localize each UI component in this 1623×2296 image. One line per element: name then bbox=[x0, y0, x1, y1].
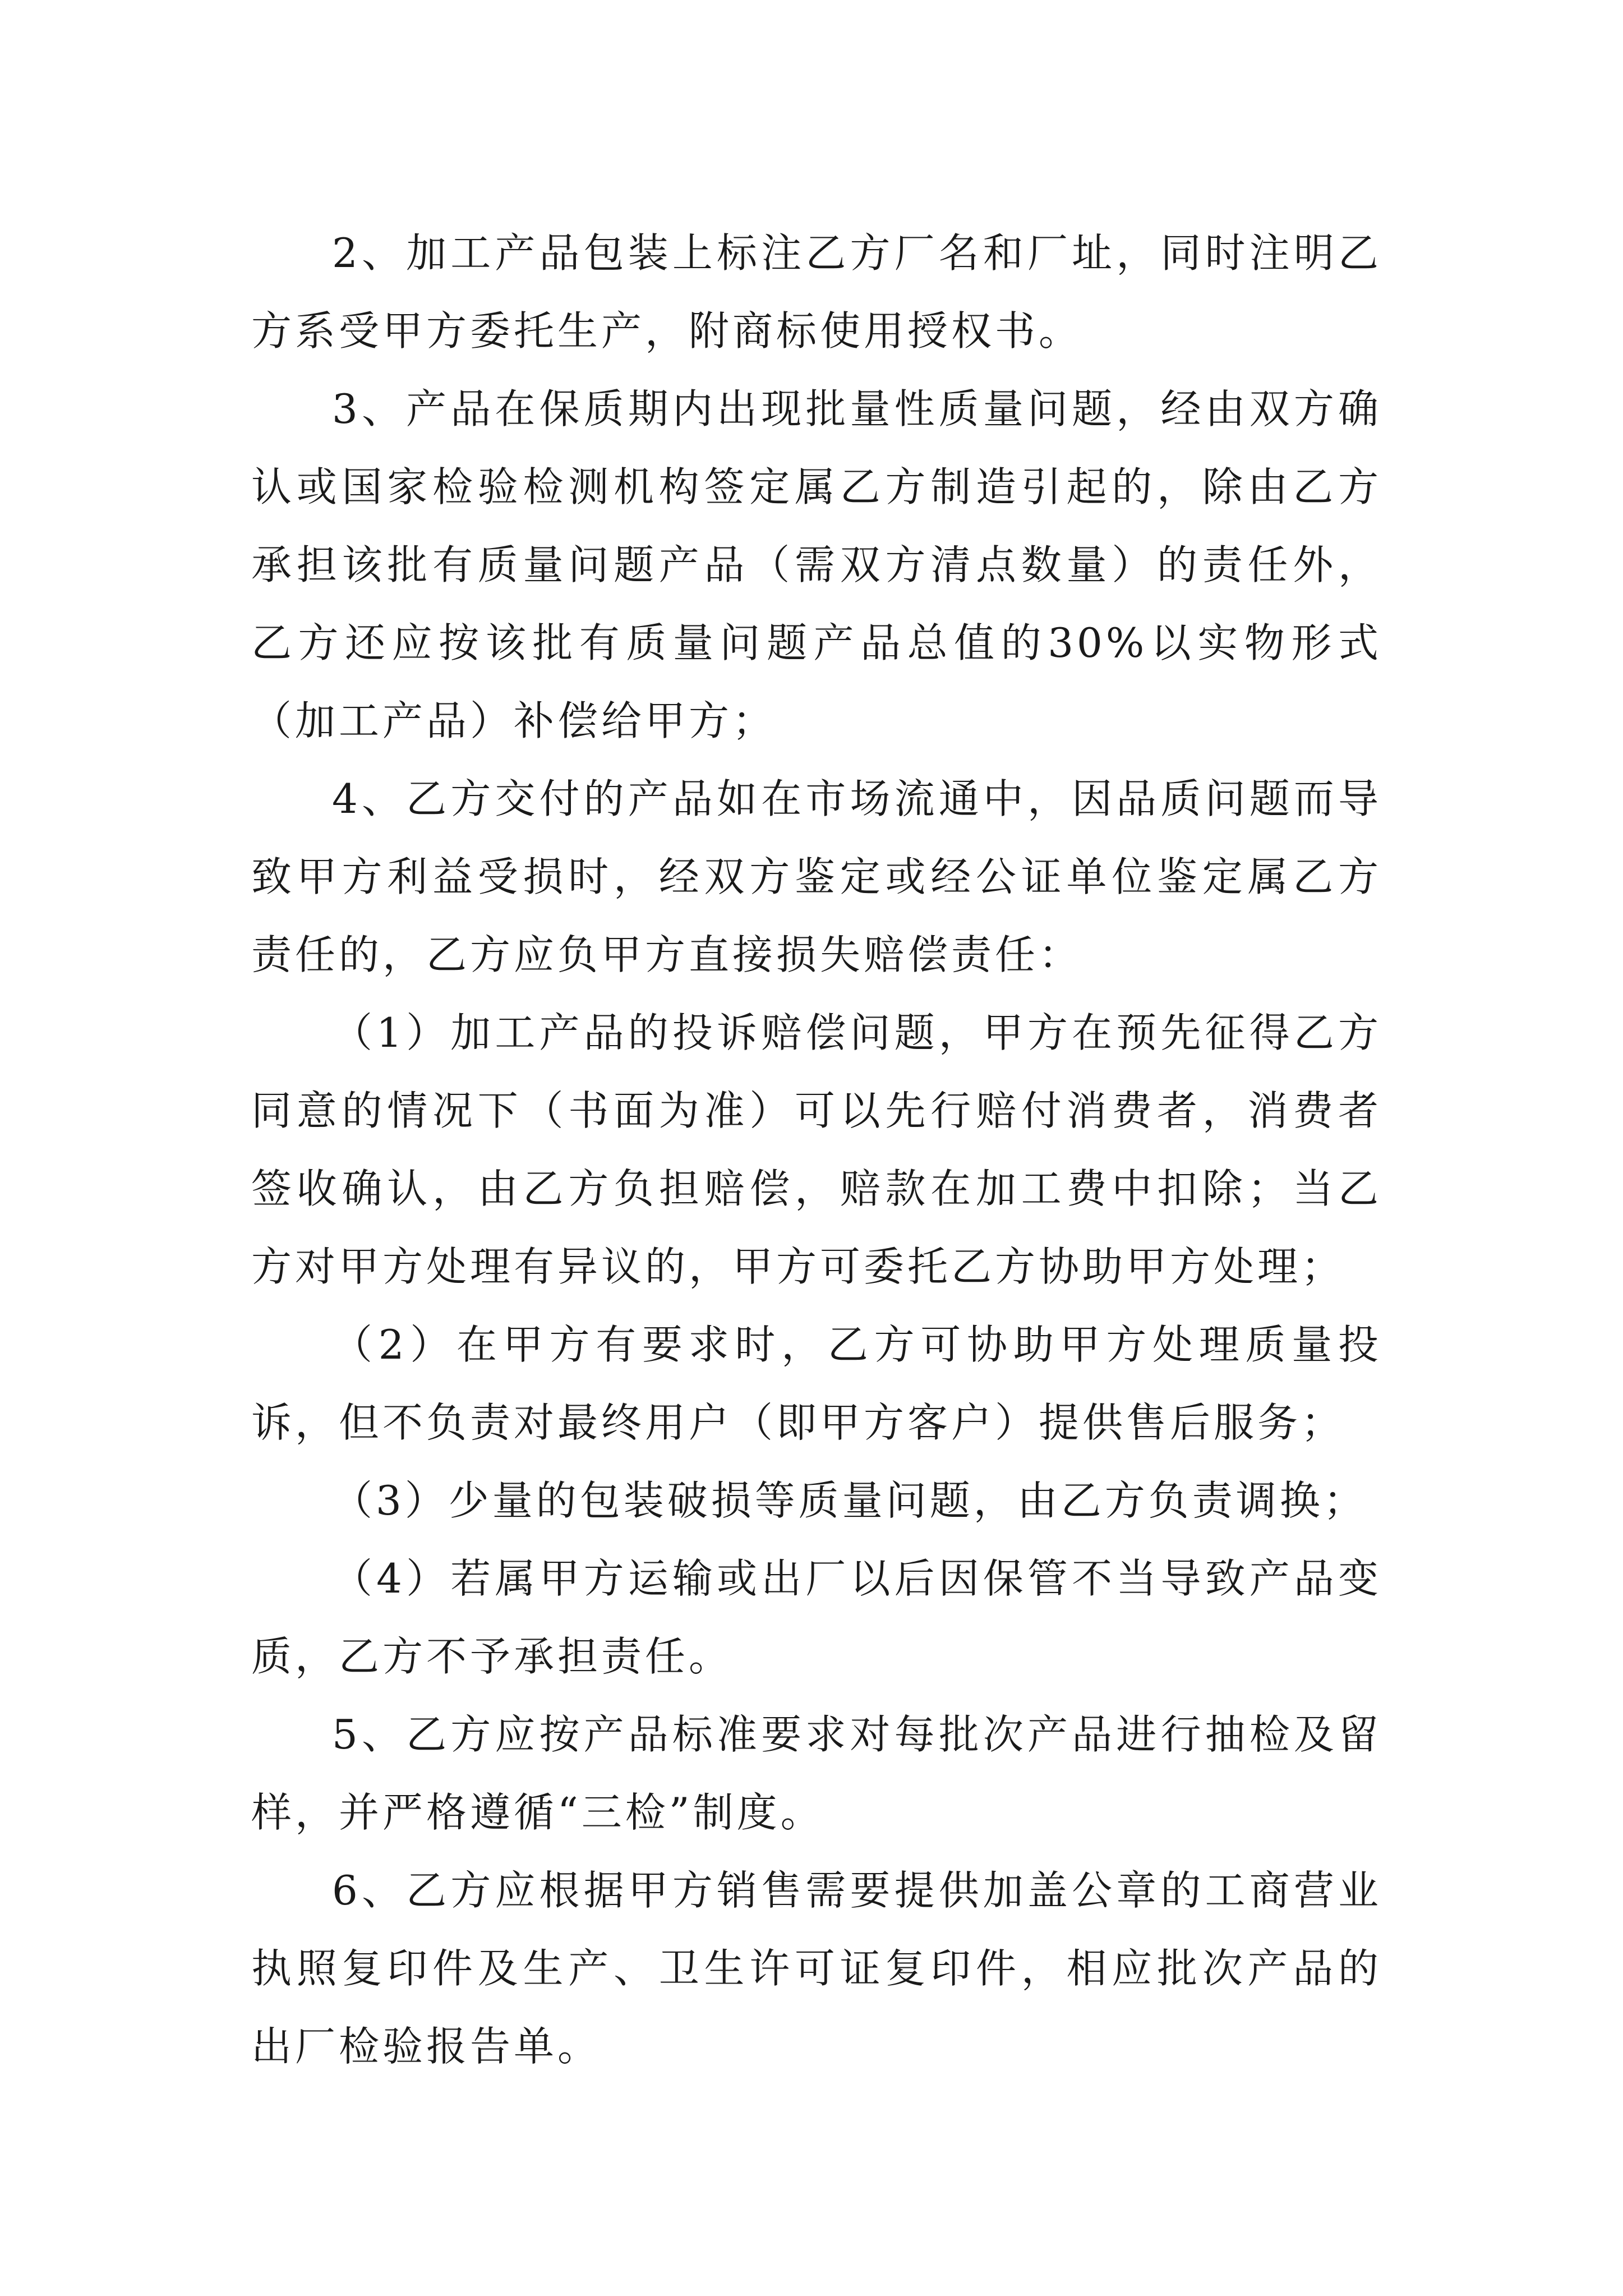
paragraph-clause-3: 3、产品在保质期内出现批量性质量问题，经由双方确认或国家检验检测机构签定属乙方制造引起的，除由乙方承担该批有质量问题产品（需双方清点数量）的责任外，乙方还应按该批有质量问题产品总值的30%以实物形式（加工产品）补偿给甲方； bbox=[251, 385, 1382, 744]
paragraph-clause-4-1: （1）加工产品的投诉赔偿问题，甲方在预先征得乙方同意的情况下（书面为准）可以先行赔付消费者，消费者签收确认，由乙方负担赔偿，赔款在加工费中扣除；当乙方对甲方处理有异议的，甲方可委托乙方协助甲方处理； bbox=[251, 1009, 1382, 1290]
paragraph-clause-5: 5、乙方应按产品标准要求对每批次产品进行抽检及留样，并严格遵循“三检”制度。 bbox=[251, 1711, 1382, 1836]
paragraph-clause-2: 2、加工产品包装上标注乙方厂名和厂址，同时注明乙方系受甲方委托生产，附商标使用授权书。 bbox=[251, 229, 1382, 355]
paragraph-clause-4-3: （3）少量的包装破损等质量问题，由乙方负责调换； bbox=[332, 1477, 1367, 1524]
paragraph-clause-4-4: （4）若属甲方运输或出厂以后因保管不当导致产品变质，乙方不予承担责任。 bbox=[251, 1555, 1382, 1680]
document-body bbox=[251, 214, 1382, 2086]
paragraph-clause-4-2: （2）在甲方有要求时，乙方可协助甲方处理质量投诉，但不负责对最终用户（即甲方客户）提供售后服务； bbox=[251, 1321, 1382, 1446]
paragraph-clause-4: 4、乙方交付的产品如在市场流通中，因品质问题而导致甲方利益受损时，经双方鉴定或经公证单位鉴定属乙方责任的，乙方应负甲方直接损失赔偿责任： bbox=[251, 775, 1382, 978]
paragraph-clause-6: 6、乙方应根据甲方销售需要提供加盖公章的工商营业执照复印件及生产、卫生许可证复印件，相应批次产品的出厂检验报告单。 bbox=[251, 1867, 1382, 2070]
